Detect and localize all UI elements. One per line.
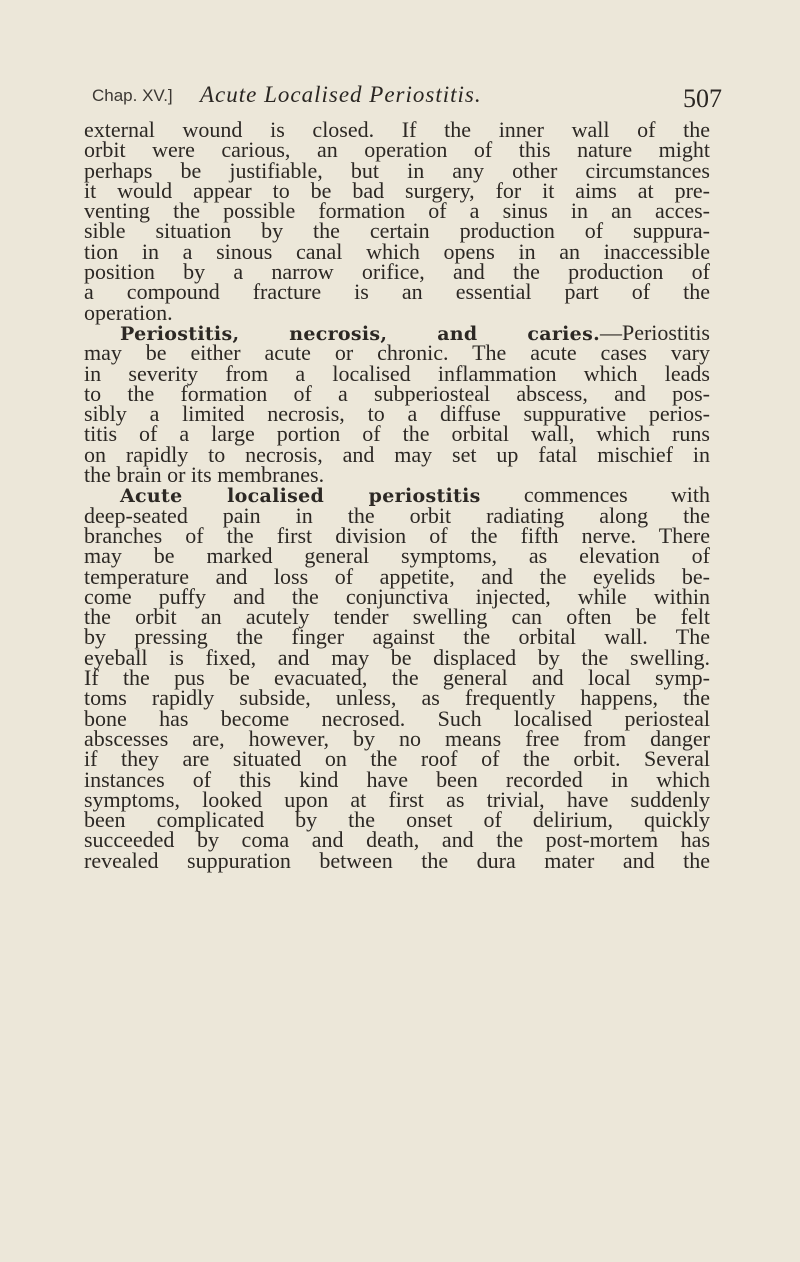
- text-line: symptoms, looked upon at first as trivial, have suddenly: [84, 786, 710, 812]
- text-line: titis of a large portion of the orbital wall, which runs: [84, 421, 710, 447]
- text-line: to the formation of a subperiosteal abscess, and pos-: [84, 380, 710, 406]
- text-line: orbit were carious, an operation of this nature might: [84, 137, 710, 163]
- text-line: succeeded by coma and death, and the post-mortem has: [84, 827, 710, 853]
- text-line: been complicated by the onset of delirium, quickly: [84, 807, 710, 833]
- page-number: 507: [683, 84, 722, 113]
- text-line: tion in a sinous canal which opens in an inaccessible: [84, 238, 710, 264]
- body-text: [84, 117, 710, 873]
- text-line: bone has become necrosed. Such localised periosteal: [84, 705, 710, 731]
- text-line: abscesses are, however, by no means free from danger: [84, 725, 710, 751]
- text-line: If the pus be evacuated, the general and local symp-: [84, 665, 710, 691]
- text-line: the brain or its membranes.: [84, 462, 325, 488]
- text-line: instances of this kind have been recorded in which: [84, 766, 710, 792]
- text-line: the orbit an acutely tender swelling can often be felt: [84, 604, 710, 630]
- text-line: by pressing the finger against the orbital wall. The: [84, 624, 710, 650]
- text-line: if they are situated on the roof of the orbit. Several: [84, 746, 710, 772]
- section-heading: Acute localised periostitis: [120, 485, 481, 508]
- text-line: branches of the first division of the fifth nerve. There: [84, 522, 710, 548]
- text-line: it would appear to be bad surgery, for it aims at pre-: [84, 177, 710, 203]
- text-line: eyeball is fixed, and may be displaced by the swelling.: [84, 644, 710, 670]
- line-text: —Periostitis: [599, 319, 710, 345]
- text-line: external wound is closed. If the inner wall of the: [84, 117, 710, 142]
- chapter-label: Chap. XV.]: [92, 86, 173, 105]
- text-line: come puffy and the conjunctiva injected, while within: [84, 583, 710, 609]
- text-line: a compound fracture is an essential part of the: [84, 279, 710, 305]
- text-line: sible situation by the certain production of suppura-: [84, 218, 710, 244]
- text-line: perhaps be justifiable, but in any other circumstances: [84, 157, 710, 183]
- text-line: operation.: [84, 299, 173, 325]
- text-line: toms rapidly subside, unless, as frequently happens, the: [84, 685, 710, 711]
- text-line: on rapidly to necrosis, and may set up fatal mischief in: [84, 441, 710, 467]
- section-heading: Periostitis, necrosis, and caries.: [120, 322, 600, 345]
- text-line: venting the possible formation of a sinus in an acces-: [84, 198, 710, 224]
- text-line: in severity from a localised inflammation which leads: [84, 360, 710, 386]
- text-line: may be either acute or chronic. The acute cases vary: [84, 340, 710, 366]
- text-line: position by a narrow orifice, and the production of: [84, 259, 710, 285]
- text-line: deep-seated pain in the orbit radiating along the: [84, 502, 710, 528]
- running-title: Acute Localised Periostitis.: [200, 82, 482, 107]
- line-text: commences with: [480, 482, 710, 508]
- text-line: may be marked general symptoms, as elevation of: [84, 543, 710, 569]
- text-line: revealed suppuration between the dura mater and the: [84, 847, 710, 873]
- text-line: temperature and loss of appetite, and the eyelids be-: [84, 563, 710, 589]
- running-header: [92, 82, 722, 122]
- text-line: sibly a limited necrosis, to a diffuse suppurative perios-: [84, 401, 710, 427]
